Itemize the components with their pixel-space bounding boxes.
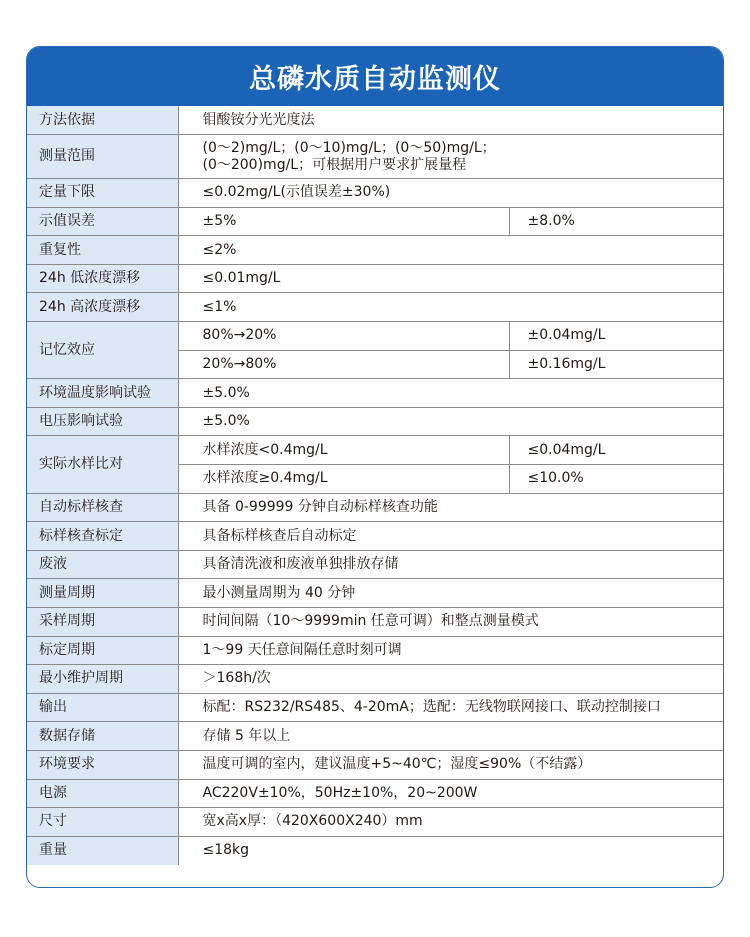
row-condition: 20%→80% [178,350,509,379]
page-title: 总磷水质自动监测仪 [27,47,723,106]
table-row [27,693,724,722]
row-label: 测量范围 [27,135,178,179]
row-value: 宽x高x厚：（420X600X240）mm [178,808,724,837]
table-row [27,135,724,179]
row-label: 标样核查标定 [27,522,178,551]
row-value: 具备标样核查后自动标定 [178,522,724,551]
row-condition: 水样浓度≥0.4mg/L [178,465,509,494]
table-row [27,665,724,694]
row-label: 示值误差 [27,207,178,236]
row-value: ±5.0% [178,379,724,408]
row-value: 标配：RS232/RS485、4-20mA；选配：无线物联网接口、联动控制接口 [178,693,724,722]
row-value: 1～99 天任意间隔任意时刻可调 [178,636,724,665]
row-condition: 80%→20% [178,322,509,351]
row-label: 24h 低浓度漂移 [27,264,178,293]
table-row [27,550,724,579]
table-row [27,179,724,208]
row-label: 最小维护周期 [27,665,178,694]
row-label: 输出 [27,693,178,722]
table-row [27,236,724,265]
table-row [27,379,724,408]
row-condition: 水样浓度<0.4mg/L [178,436,509,465]
table-row [27,407,724,436]
range-line-2: (0～200)mg/L；可根据用户要求扩展量程 [202,156,467,173]
table-row [27,522,724,551]
table-row [27,836,724,865]
row-value: ±5.0% [178,407,724,436]
row-label: 电源 [27,779,178,808]
row-value-secondary: ±0.04mg/L [509,322,724,351]
range-line-1: (0～2)mg/L；(0～10)mg/L；(0～50)mg/L； [202,139,496,156]
table-row [27,750,724,779]
table-row [27,436,724,465]
table-row [27,264,724,293]
spec-table [27,106,724,865]
table-row [27,722,724,751]
row-label: 方法依据 [27,106,178,135]
row-value: ≤18kg [178,836,724,865]
table-row [27,779,724,808]
table-row [27,636,724,665]
row-label: 废液 [27,550,178,579]
row-value [178,135,724,179]
table-row [27,322,724,351]
row-value: ≤1% [178,293,724,322]
row-value-secondary: ≤0.04mg/L [509,436,724,465]
row-label: 重量 [27,836,178,865]
row-value: 存储 5 年以上 [178,722,724,751]
row-label: 尺寸 [27,808,178,837]
row-value: 具备清洗液和废液单独排放存储 [178,550,724,579]
row-value: 温度可调的室内，建议温度+5~40℃；湿度≤90%（不结露） [178,750,724,779]
row-label: 24h 高浓度漂移 [27,293,178,322]
row-label: 环境温度影响试验 [27,379,178,408]
row-value: ≤0.01mg/L [178,264,724,293]
spec-card [26,46,724,888]
table-row [27,493,724,522]
row-label: 定量下限 [27,179,178,208]
table-row [27,579,724,608]
row-label: 环境要求 [27,750,178,779]
table-row [27,106,724,135]
row-label: 自动标样核查 [27,493,178,522]
row-label: 重复性 [27,236,178,265]
row-value: ＞168h/次 [178,665,724,694]
row-label: 标定周期 [27,636,178,665]
row-label: 实际水样比对 [27,436,178,493]
row-value: ≤0.02mg/L(示值误差±30%) [178,179,724,208]
row-value: ≤2% [178,236,724,265]
row-value-secondary: ≤10.0% [509,465,724,494]
row-value: 具备 0-99999 分钟自动标样核查功能 [178,493,724,522]
row-value-secondary: ±0.16mg/L [509,350,724,379]
row-value: 最小测量周期为 40 分钟 [178,579,724,608]
table-row [27,293,724,322]
row-label: 记忆效应 [27,322,178,379]
table-row [27,608,724,637]
row-value: 钼酸铵分光光度法 [178,106,724,135]
row-label: 采样周期 [27,608,178,637]
row-label: 电压影响试验 [27,407,178,436]
row-value: 时间间隔（10～9999min 任意可调）和整点测量模式 [178,608,724,637]
row-value: ±5% [178,207,509,236]
row-label: 测量周期 [27,579,178,608]
row-label: 数据存储 [27,722,178,751]
row-value-secondary: ±8.0% [509,207,724,236]
table-row [27,808,724,837]
row-value: AC220V±10%，50Hz±10%，20~200W [178,779,724,808]
table-row [27,207,724,236]
